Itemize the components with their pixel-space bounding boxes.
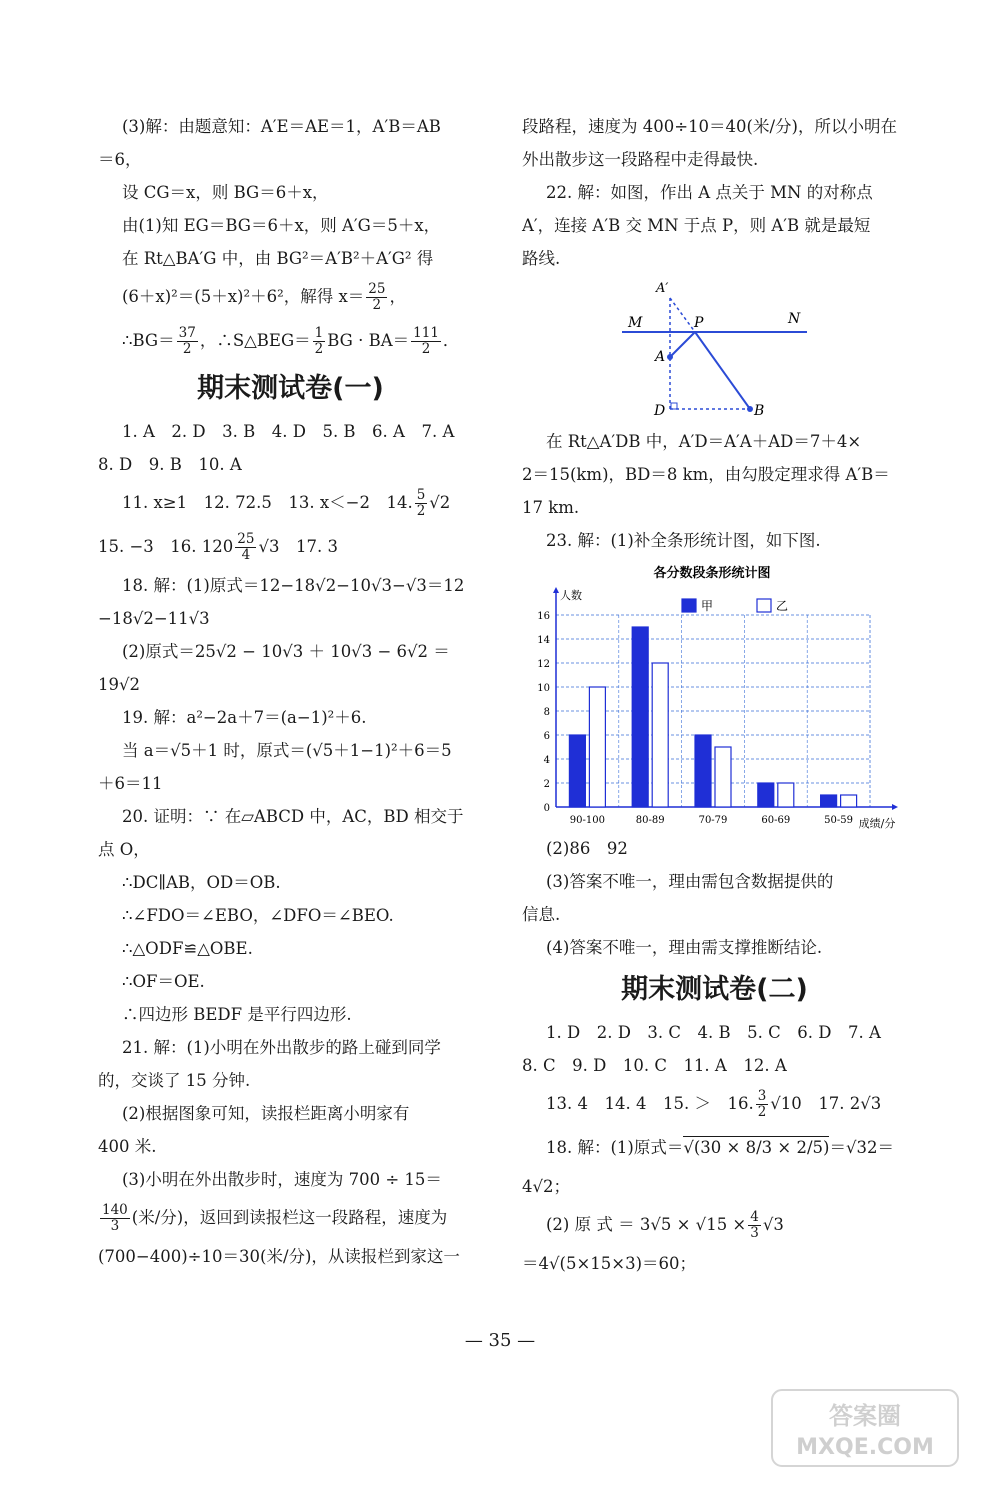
fraction: $\frac{37}{2}$ (178, 325, 196, 357)
q-line: 外出散步这一段路程中走得最快. (522, 150, 759, 169)
x-axis-label: 成绩/分 (858, 817, 896, 830)
q-line: 18. 解：(1)原式＝√(30 × 8/3 × 2/5)＝√32＝ (546, 1138, 894, 1157)
right-column (522, 110, 907, 1280)
fraction: $\frac{25}{2}$ (368, 281, 386, 313)
bar-乙 (589, 687, 605, 807)
q-line: ∴∠FDO＝∠EBO，∠DFO＝∠BEO. (122, 906, 394, 925)
fraction: $\frac{5}{2}$ (416, 487, 426, 519)
y-tick-label: 16 (537, 611, 550, 622)
q-line: (3)解：由题意知：A′E＝AE＝1，A′B＝AB (122, 117, 441, 136)
bar-甲 (758, 783, 774, 807)
q-line: 设 CG＝x，则 BG＝6＋x， (122, 183, 329, 202)
geometry-figure (522, 275, 907, 425)
label-a-prime: A′ (656, 281, 669, 296)
q-line: ∴△ODF≌△OBE. (122, 939, 253, 958)
y-tick-label: 2 (543, 779, 550, 790)
q-line: 22. 解：如图，作出 A 点关于 MN 的对称点 (546, 183, 873, 202)
q-line: (2)86 92 (546, 839, 628, 858)
point-b (747, 406, 753, 412)
q-line: (700−400)÷10＝30(米/分)，从读报栏到家这一 (98, 1247, 460, 1266)
q-line: 点 O， (98, 840, 150, 859)
q-line: 信息. (522, 905, 561, 924)
y-tick-label: 4 (543, 755, 550, 766)
legend-label: 甲 (701, 599, 714, 613)
watermark-logo (770, 1388, 960, 1468)
q-line: 18. 解：(1)原式＝12−18√2−10√3−√3＝12 (122, 576, 465, 595)
fraction: $\frac{3}{2}$ (757, 1088, 767, 1120)
bar-乙 (715, 747, 731, 807)
y-tick-label: 0 (543, 803, 550, 814)
fraction: $\frac{140}{3}$ (102, 1202, 128, 1234)
answer-line: 11. x≥1 12. 72.5 13. x＜−2 14. $\frac{5}{2}$ √2 (122, 487, 451, 519)
segment-ap (670, 332, 695, 357)
q-line: ＝4√(5×15×3)＝60； (522, 1254, 697, 1273)
x-tick-label: 50-59 (824, 815, 854, 826)
bar-甲 (695, 735, 711, 807)
q-line: 2＝15(km)，BD＝8 km，由勾股定理求得 A′B＝ (522, 465, 890, 484)
y-tick-label: 14 (537, 635, 550, 646)
answer-line: 13. 4 14. 4 15. ＞ 16. $\frac{3}{2}$ √10 17. 2√3 (546, 1088, 882, 1120)
q-line: ∴OF＝OE. (122, 972, 205, 991)
answer-line: 15. −3 16. 120 $\frac{25}{4}$ √3 17. 3 (98, 531, 338, 563)
x-axis-arrow (892, 804, 898, 810)
q-line: 在 Rt△A′DB 中，A′D＝A′A＋AD＝7＋4× (546, 432, 862, 451)
page-number: — 35 — (464, 1330, 536, 1351)
segment-pb (695, 332, 750, 409)
x-tick-label: 90-100 (569, 815, 606, 826)
bar-乙 (841, 795, 857, 807)
q-line: 400 米. (98, 1137, 157, 1156)
q-line: 当 a＝√5＋1 时，原式＝(√5＋1−1)²＋6＝5 (122, 741, 452, 760)
q-line: 20. 证明：∵ 在▱ABCD 中，AC，BD 相交于 (122, 807, 464, 826)
chart-legend (682, 599, 788, 613)
y-tick-label: 10 (537, 683, 550, 694)
q-line: (3)答案不唯一，理由需包含数据提供的 (546, 872, 834, 891)
fraction: $\frac{4}{3}$ (750, 1209, 759, 1241)
label-p: P (694, 315, 704, 331)
fraction: $\frac{111}{2}$ (413, 325, 439, 357)
answer-line: 8. C 9. D 10. C 11. A 12. A (522, 1056, 787, 1075)
y-tick-label: 12 (537, 659, 550, 670)
q-line: (3)小明在外出散步时，速度为 700 ÷ 15＝ (122, 1170, 442, 1189)
q-line: 17 km. (522, 498, 580, 517)
section-title: 期末测试卷(二) (621, 974, 808, 1005)
y-axis-arrow (553, 587, 559, 593)
q-line: $\frac{140}{3}$ (米/分)，返回到读报栏这一段路程，速度为 (102, 1202, 448, 1234)
segment-a1p (670, 298, 695, 332)
q-line: 由(1)知 EG＝BG＝6＋x，则 A′G＝5＋x， (122, 216, 441, 235)
answer-line: 1. D 2. D 3. C 4. B 5. C 6. D 7. A (546, 1023, 881, 1042)
q-line: 段路程，速度为 400÷10＝40(米/分)，所以小明在 (522, 117, 897, 136)
q-line: 21. 解：(1)小明在外出散步的路上碰到同学 (122, 1038, 441, 1057)
answer-line: 1. A 2. D 3. B 4. D 5. B 6. A 7. A (122, 422, 455, 441)
answer-line: 8. D 9. B 10. A (98, 455, 242, 474)
label-m: M (628, 315, 643, 331)
q-line: ∴DC∥AB，OD＝OB. (122, 873, 281, 892)
q-line: A′，连接 A′B 交 MN 于点 P，则 A′B 就是最短 (522, 216, 871, 235)
radical: √(30 × 8/3 × 2/5) (683, 1138, 830, 1157)
y-axis-label: 人数 (560, 589, 582, 602)
label-n: N (788, 311, 801, 327)
q-line: 在 Rt△BA′G 中，由 BG²＝A′B²＋A′G² 得 (122, 249, 434, 268)
q-line: 的，交谈了 15 分钟. (98, 1071, 251, 1090)
q-line: (2)原式＝25√2 − 10√3 ＋ 10√3 − 6√2 ＝ (122, 642, 450, 661)
legend-label: 乙 (776, 599, 789, 613)
fraction: $\frac{25}{4}$ (237, 531, 255, 563)
q-line: 4√2； (522, 1177, 571, 1196)
q-line: ∴四边形 BEDF 是平行四边形. (122, 1005, 352, 1024)
y-tick-label: 8 (543, 707, 550, 718)
q-line: 路线. (522, 249, 561, 268)
q-line: ＋6＝11 (98, 774, 163, 793)
y-tick-label: 6 (543, 731, 550, 742)
chart-title: 各分数段条形统计图 (653, 566, 771, 581)
q-line: 23. 解：(1)补全条形统计图，如下图. (546, 531, 821, 550)
bar-乙 (652, 663, 668, 807)
label-d: D (654, 403, 666, 419)
fraction: $\frac{1}{2}$ (314, 325, 324, 357)
bar-chart (522, 557, 907, 832)
bar-甲 (569, 735, 585, 807)
label-b: B (754, 403, 765, 419)
bar-乙 (778, 783, 794, 807)
q-line: 19. 解：a²−2a＋7＝(a−1)²＋6. (122, 708, 367, 727)
label-a: A (655, 349, 666, 365)
legend-swatch (682, 599, 696, 612)
legend-swatch (757, 599, 771, 612)
chart-bars (569, 627, 856, 807)
point-a (667, 354, 673, 360)
bar-甲 (821, 795, 837, 807)
q-line: ∴BG＝ $\frac{37}{2}$ ，∴S△BEG＝ $\frac{1}{2}$ BG · BA＝ $\frac{111}{2}$ ． (122, 325, 460, 357)
q-line: (4)答案不唯一，理由需支撑推断结论. (546, 938, 823, 957)
right-angle-mark (671, 403, 677, 409)
q-line: (2)根据图象可知，读报栏距离小明家有 (122, 1104, 410, 1123)
x-tick-label: 70-79 (698, 815, 728, 826)
bar-甲 (632, 627, 648, 807)
svg-text:MXQE.COM: MXQE.COM (796, 1435, 934, 1460)
x-tick-label: 60-69 (761, 815, 791, 826)
q-line: (6＋x)²＝(5＋x)²＋6²，解得 x＝ $\frac{25}{2}$ ， (122, 281, 406, 313)
q-line: −18√2−11√3 (98, 609, 210, 628)
q-line: ＝6， (98, 150, 142, 169)
svg-text:答案圈: 答案圈 (829, 1402, 901, 1430)
q-line: (2) 原 式 ＝ 3√5 × √15 × $\frac{4}{3}$ √3 (546, 1209, 784, 1241)
x-tick-label: 80-89 (635, 815, 665, 826)
q-line: 19√2 (98, 675, 141, 694)
left-column (98, 110, 483, 1273)
section-title: 期末测试卷(一) (197, 373, 384, 404)
